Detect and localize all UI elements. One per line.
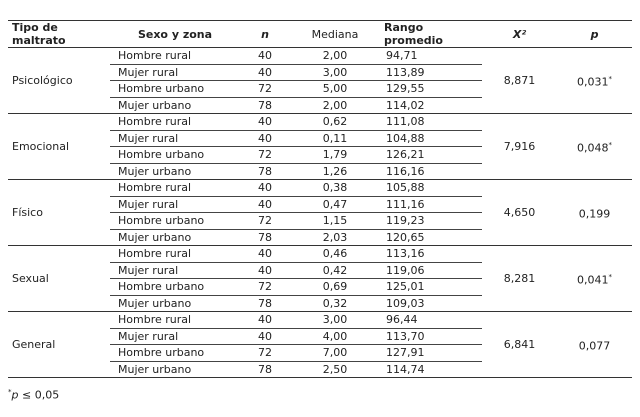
rango-cell: 105,88 bbox=[380, 180, 482, 197]
n-cell: 40 bbox=[240, 312, 290, 329]
rango-cell: 120,65 bbox=[380, 229, 482, 246]
n-cell: 72 bbox=[240, 279, 290, 296]
mediana-cell: 1,15 bbox=[290, 213, 380, 230]
p-value: 0,199 bbox=[578, 207, 611, 221]
mediana-cell: 1,79 bbox=[290, 147, 380, 164]
sexo-cell: Hombre urbano bbox=[110, 147, 240, 164]
rango-cell: 129,55 bbox=[380, 81, 482, 98]
rango-cell: 127,91 bbox=[380, 345, 482, 362]
mediana-cell: 1,26 bbox=[290, 163, 380, 180]
rango-cell: 113,16 bbox=[380, 246, 482, 263]
sexo-cell: Mujer rural bbox=[110, 130, 240, 147]
footnote-p: p bbox=[11, 388, 19, 402]
mediana-cell: 0,11 bbox=[290, 130, 380, 147]
table-row bbox=[8, 180, 632, 197]
mediana-cell: 2,50 bbox=[290, 361, 380, 378]
n-cell: 40 bbox=[240, 262, 290, 279]
p-cell bbox=[557, 180, 632, 246]
rango-cell: 119,23 bbox=[380, 213, 482, 230]
header-x2: X² bbox=[482, 21, 557, 48]
sexo-cell: Mujer rural bbox=[110, 64, 240, 81]
p-value: 0,041 bbox=[577, 273, 609, 287]
sexo-cell: Mujer urbano bbox=[110, 361, 240, 378]
sexo-cell: Hombre rural bbox=[110, 48, 240, 65]
x2-cell: 4,650 bbox=[482, 180, 557, 246]
rango-cell: 94,71 bbox=[380, 48, 482, 65]
mediana-cell: 3,00 bbox=[290, 312, 380, 329]
p-value: 0,048 bbox=[577, 141, 609, 155]
x2-cell: 8,281 bbox=[482, 246, 557, 312]
mediana-cell: 0,32 bbox=[290, 295, 380, 312]
n-cell: 78 bbox=[240, 295, 290, 312]
rango-cell: 111,16 bbox=[380, 196, 482, 213]
mediana-cell: 0,62 bbox=[290, 114, 380, 131]
header-rango: Rango promedio bbox=[380, 21, 482, 48]
p-value: 0,031 bbox=[577, 75, 609, 89]
mediana-cell: 2,00 bbox=[290, 97, 380, 114]
rango-cell: 113,89 bbox=[380, 64, 482, 81]
header-row bbox=[8, 21, 632, 48]
mediana-cell: 3,00 bbox=[290, 64, 380, 81]
sexo-cell: Mujer rural bbox=[110, 196, 240, 213]
mediana-cell: 2,03 bbox=[290, 229, 380, 246]
rango-cell: 96,44 bbox=[380, 312, 482, 329]
n-cell: 40 bbox=[240, 246, 290, 263]
rango-cell: 104,88 bbox=[380, 130, 482, 147]
mediana-cell: 7,00 bbox=[290, 345, 380, 362]
header-sexo: Sexo y zona bbox=[110, 21, 240, 48]
mediana-cell: 4,00 bbox=[290, 328, 380, 345]
rango-cell: 114,02 bbox=[380, 97, 482, 114]
n-cell: 78 bbox=[240, 163, 290, 180]
tipo-cell: Físico bbox=[8, 180, 110, 246]
n-cell: 72 bbox=[240, 213, 290, 230]
n-cell: 40 bbox=[240, 196, 290, 213]
header-n: n bbox=[240, 21, 290, 48]
sexo-cell: Hombre rural bbox=[110, 312, 240, 329]
sexo-cell: Mujer urbano bbox=[110, 163, 240, 180]
sig-mark: * bbox=[608, 140, 612, 149]
rango-cell: 116,16 bbox=[380, 163, 482, 180]
n-cell: 40 bbox=[240, 180, 290, 197]
header-tipo: Tipo de maltrato bbox=[8, 21, 110, 48]
n-cell: 78 bbox=[240, 361, 290, 378]
header-mediana: Mediana bbox=[290, 21, 380, 48]
n-cell: 72 bbox=[240, 345, 290, 362]
n-cell: 40 bbox=[240, 64, 290, 81]
tipo-cell: Emocional bbox=[8, 114, 110, 180]
sexo-cell: Hombre rural bbox=[110, 180, 240, 197]
header-p: p bbox=[557, 21, 632, 48]
mediana-cell: 0,42 bbox=[290, 262, 380, 279]
mediana-cell: 5,00 bbox=[290, 81, 380, 98]
rango-cell: 111,08 bbox=[380, 114, 482, 131]
mediana-cell: 2,00 bbox=[290, 48, 380, 65]
mediana-cell: 0,69 bbox=[290, 279, 380, 296]
x2-cell: 8,871 bbox=[482, 48, 557, 114]
rango-cell: 109,03 bbox=[380, 295, 482, 312]
rango-cell: 119,06 bbox=[380, 262, 482, 279]
rango-cell: 126,21 bbox=[380, 147, 482, 164]
results-table bbox=[8, 20, 632, 378]
tipo-cell: Sexual bbox=[8, 246, 110, 312]
table-row bbox=[8, 246, 632, 263]
sig-mark: * bbox=[608, 74, 612, 83]
table-row bbox=[8, 114, 632, 131]
tipo-cell: Psicológico bbox=[8, 48, 110, 114]
p-cell bbox=[557, 246, 632, 312]
sexo-cell: Hombre urbano bbox=[110, 81, 240, 98]
footnote-text: ≤ 0,05 bbox=[18, 388, 60, 402]
sexo-cell: Hombre urbano bbox=[110, 279, 240, 296]
rango-cell: 125,01 bbox=[380, 279, 482, 296]
rango-cell: 113,70 bbox=[380, 328, 482, 345]
sexo-cell: Mujer urbano bbox=[110, 97, 240, 114]
tipo-cell: General bbox=[8, 312, 110, 378]
sexo-cell: Mujer rural bbox=[110, 262, 240, 279]
x2-cell: 6,841 bbox=[482, 312, 557, 378]
sexo-cell: Hombre urbano bbox=[110, 345, 240, 362]
mediana-cell: 0,38 bbox=[290, 180, 380, 197]
p-cell bbox=[557, 312, 632, 378]
sexo-cell: Hombre urbano bbox=[110, 213, 240, 230]
n-cell: 40 bbox=[240, 328, 290, 345]
table-row bbox=[8, 48, 632, 65]
n-cell: 72 bbox=[240, 147, 290, 164]
sexo-cell: Mujer urbano bbox=[110, 229, 240, 246]
sexo-cell: Mujer urbano bbox=[110, 295, 240, 312]
sexo-cell: Hombre rural bbox=[110, 114, 240, 131]
n-cell: 78 bbox=[240, 229, 290, 246]
n-cell: 40 bbox=[240, 48, 290, 65]
table-row bbox=[8, 312, 632, 329]
x2-cell: 7,916 bbox=[482, 114, 557, 180]
rango-cell: 114,74 bbox=[380, 361, 482, 378]
sexo-cell: Hombre rural bbox=[110, 246, 240, 263]
sexo-cell: Mujer rural bbox=[110, 328, 240, 345]
p-cell bbox=[557, 48, 632, 114]
p-value: 0,077 bbox=[578, 339, 611, 353]
n-cell: 78 bbox=[240, 97, 290, 114]
p-cell bbox=[557, 114, 632, 180]
footnote-mark: * bbox=[8, 388, 12, 396]
n-cell: 72 bbox=[240, 81, 290, 98]
n-cell: 40 bbox=[240, 114, 290, 131]
n-cell: 40 bbox=[240, 130, 290, 147]
sig-mark: * bbox=[608, 272, 612, 281]
footnote bbox=[8, 388, 59, 402]
mediana-cell: 0,46 bbox=[290, 246, 380, 263]
mediana-cell: 0,47 bbox=[290, 196, 380, 213]
